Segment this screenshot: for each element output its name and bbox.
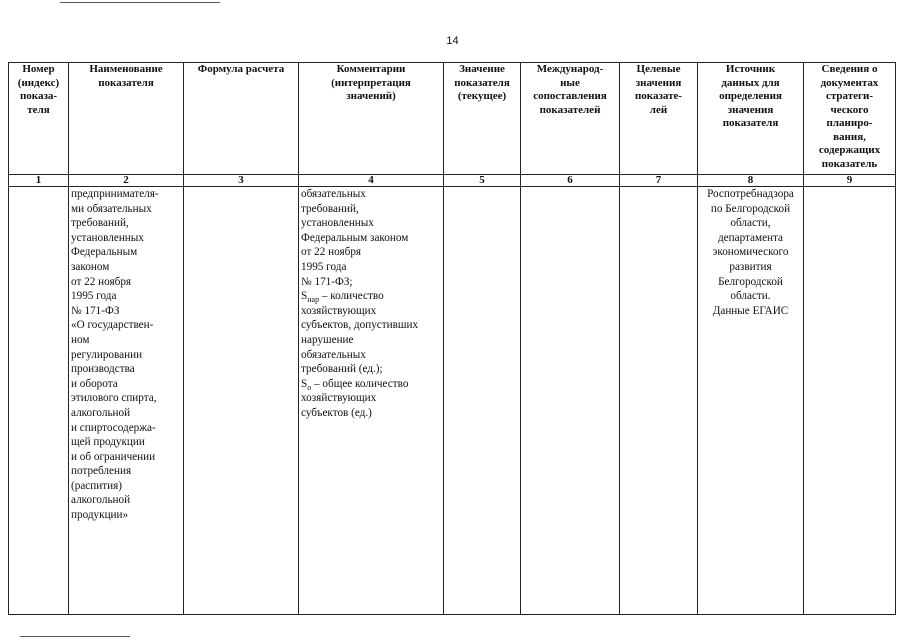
- column-number-row: [9, 175, 896, 187]
- column-number: 6: [521, 175, 620, 187]
- cell-formula: [184, 187, 299, 615]
- cell-current-value: [444, 187, 521, 615]
- column-number: 8: [698, 175, 804, 187]
- header-cell-1: Номер (индекс) показа- теля: [9, 63, 69, 175]
- header-cell-7: Целевые значения показате- лей: [620, 63, 698, 175]
- header-cell-5: Значение показателя (текущее): [444, 63, 521, 175]
- cell-international-comparison: [521, 187, 620, 615]
- header-cell-4: Комментарии (интерпретация значений): [299, 63, 444, 175]
- column-number: 1: [9, 175, 69, 187]
- column-number: 2: [69, 175, 184, 187]
- cell-comments: обязательных требований, установленных Федеральным законом от 22 ноября 1995 года № 171-ФЗ; $S_{нар}$ – количество хозяйствующих субъектов, допустивших нарушение обязательных требований (ед.); $S_о$ – общее количество хозяйствующих субъектов (ед.): [299, 187, 444, 615]
- scan-artifact-top: [60, 2, 220, 3]
- snar-subscript: нар: [307, 295, 320, 305]
- header-row: [9, 63, 896, 175]
- header-cell-8: Источник данных для определения значения показателя: [698, 63, 804, 175]
- table-row: [9, 187, 896, 615]
- column-number: 3: [184, 175, 299, 187]
- cell-planning-documents: [804, 187, 896, 615]
- column-number: 5: [444, 175, 521, 187]
- so-symbol: S: [301, 377, 308, 390]
- column-number: 9: [804, 175, 896, 187]
- cell-indicator-name: предпринимателя- ми обязательных требований, установленных Федеральным законом от 22 ноября 1995 года № 171-ФЗ «О государствен- ном регулировании производства и оборота этилового спирта, алкогольной и спиртосодержа- щей продукции и об ограничении потребления (распития) алкогольной продукции»: [69, 187, 184, 615]
- scan-artifact-bottom: [20, 636, 130, 637]
- cell-index: [9, 187, 69, 615]
- header-cell-6: Международ- ные сопоставления показателей: [521, 63, 620, 175]
- cell-target-values: [620, 187, 698, 615]
- page-number: 14: [446, 35, 459, 47]
- header-cell-2: Наименование показателя: [69, 63, 184, 175]
- column-number: 7: [620, 175, 698, 187]
- snar-symbol: S: [301, 290, 308, 303]
- indicators-table: [8, 62, 896, 615]
- cell-data-source: Роспотребнадзора по Белгородской области, департамента экономического развития Белгородской области. Данные ЕГАИС: [698, 187, 804, 615]
- header-cell-3: Формула расчета: [184, 63, 299, 175]
- so-subscript: о: [307, 382, 312, 392]
- column-number: 4: [299, 175, 444, 187]
- header-cell-9: Сведения о документах стратеги- ческого планиро- вания, содержащих показатель: [804, 63, 896, 175]
